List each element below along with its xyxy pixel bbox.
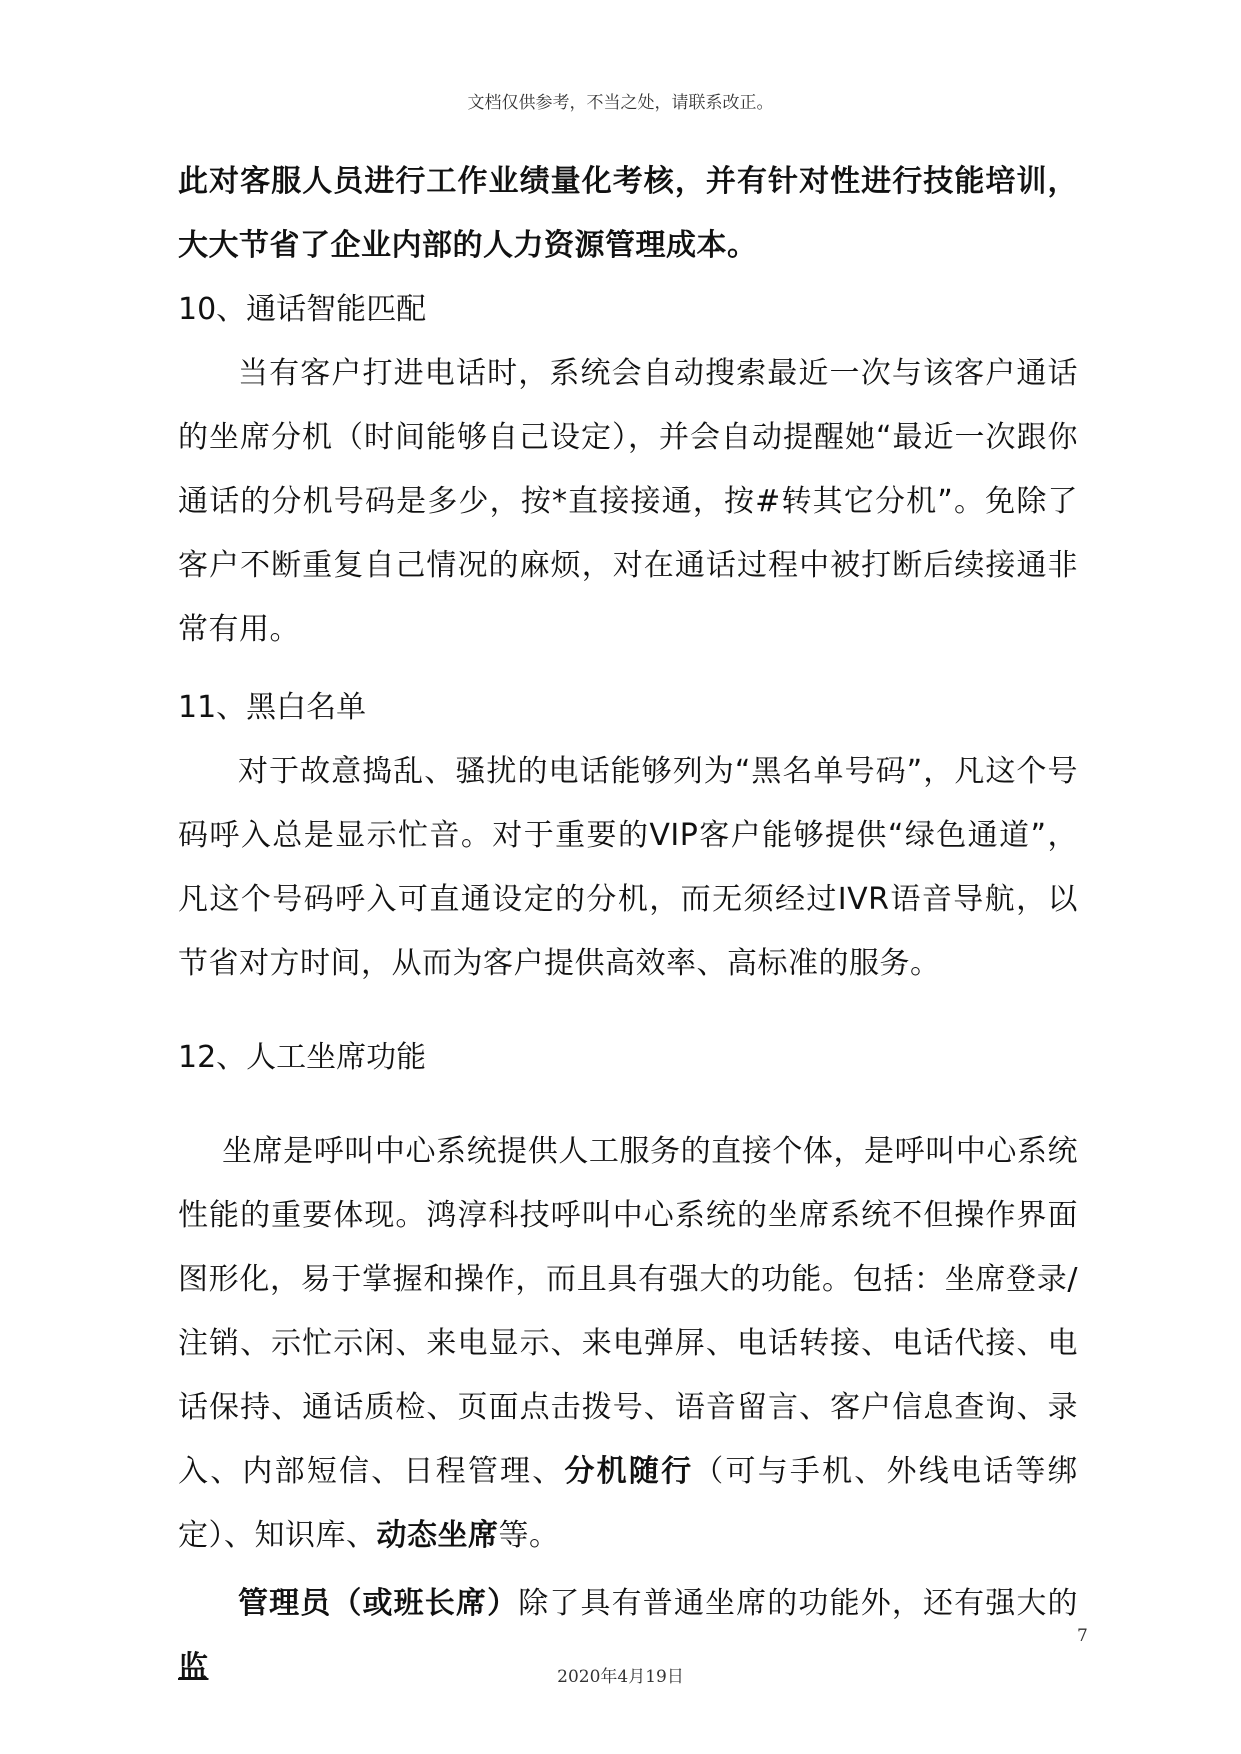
- admin-bold-label: 管理员（或班长席）: [238, 1586, 519, 1621]
- section-10-body: 当有客户打进电话时，系统会自动搜索最近一次与该客户通话的坐席分机（时间能够自己设定），并会自动提醒她“最近一次跟你通话的分机号码是多少，按*直接接通，按#转其它分机”。免除了客户不断重复自己情况的麻烦，对在通话过程中被打断后续接通非常有用。: [178, 356, 1078, 647]
- spacer: [178, 662, 1078, 676]
- section-11-body: 对于故意捣乱、骚扰的电话能够列为“黑名单号码”，凡这个号码呼入总是显示忙音。对于重要的VIP客户能够提供“绿色通道”，凡这个号码呼入可直通设定的分机，而无须经过IVR语音导航，以节省对方时间，从而为客户提供高效率、高标准的服务。: [178, 754, 1078, 981]
- admin-tail-bold: 监: [178, 1650, 209, 1685]
- page-number: 7: [1077, 1626, 1088, 1646]
- section-10-heading: 10、通话智能匹配: [178, 292, 427, 327]
- section-12-text-2: （可与手机、外线电话等绑定）、知识库、: [178, 1454, 1079, 1553]
- section-12-text-1: 坐席是呼叫中心系统提供人工服务的直接个体，是呼叫中心系统性能的重要体现。鸿淳科技呼叫中心系统的坐席系统不但操作界面图形化，易于掌握和操作，而且具有强大的功能。包括：坐席登录/注销、示忙示闲、来电显示、来电弹屏、电话转接、电话代接、电话保持、通话质检、页面点击拨号、语音留言、客户信息查询、录入、内部短信、日程管理、: [178, 1134, 1078, 1489]
- bold-term-extension-follow: 分机随行: [564, 1454, 694, 1489]
- bold-term-dynamic-seat: 动态坐席: [376, 1518, 499, 1553]
- spacer: [178, 1090, 1078, 1120]
- section-12-body: [178, 1120, 1078, 1568]
- header-note: 文档仅供参考，不当之处，请联系改正。: [467, 93, 774, 113]
- spacer: [178, 996, 1078, 1026]
- intro-paragraph: 此对客服人员进行工作业绩量化考核，并有针对性进行技能培训，大大节省了企业内部的人力资源管理成本。: [178, 164, 1078, 263]
- footer-date: 2020年4月19日: [557, 1667, 684, 1687]
- document-body: [178, 150, 1078, 1700]
- section-12-text-3: 等。: [498, 1518, 560, 1553]
- section-11-heading: 11、黑白名单: [178, 690, 367, 725]
- section-12-heading: 12、人工坐席功能: [178, 1040, 427, 1075]
- admin-text: 除了具有普通坐席的功能外，还有强大的: [518, 1586, 1079, 1621]
